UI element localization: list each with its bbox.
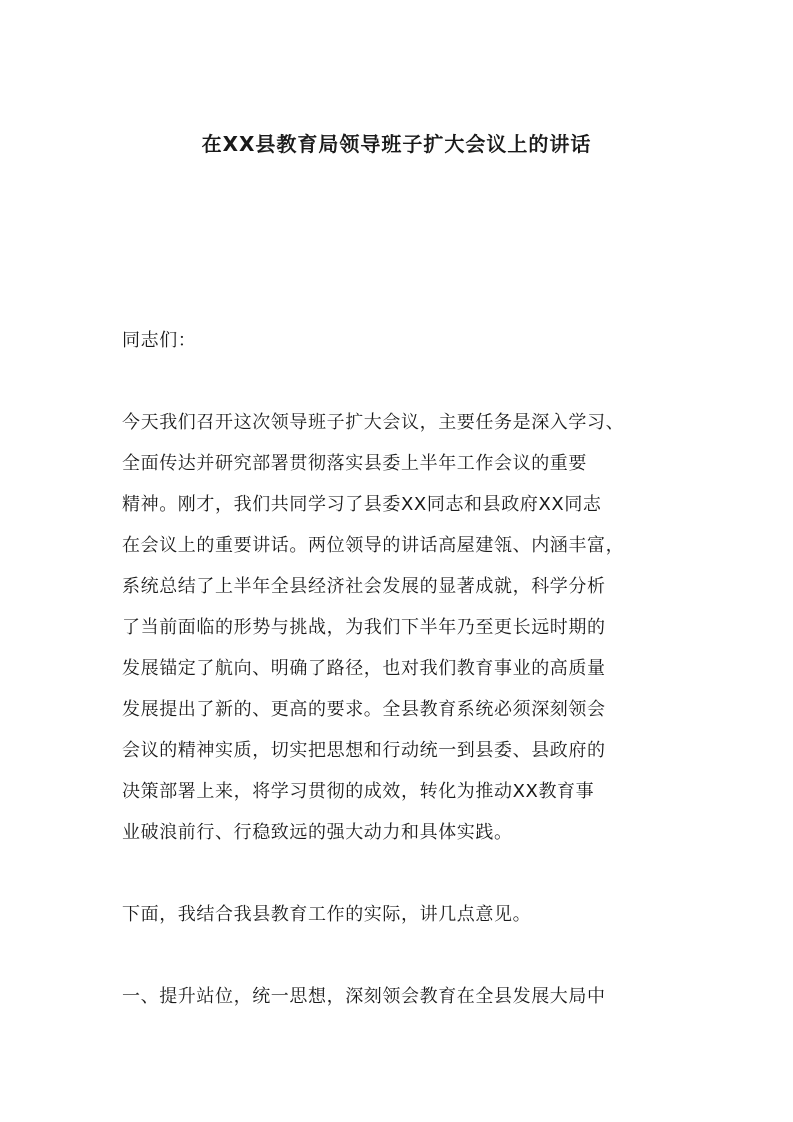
paragraph-line: 发展提出了新的、更高的要求。全县教育系统必须深刻领会 [122,699,606,720]
paragraph-line: 了当前面临的形势与挑战，为我们下半年乃至更长远时期的 [122,617,606,638]
document-title: 在XX县教育局领导班子扩大会议上的讲话 [201,132,592,156]
paragraph-line: 今天我们召开这次领导班子扩大会议，主要任务是深入学习、 [122,412,625,433]
paragraph-line: 决策部署上来，将学习贯彻的成效，转化为推动XX教育事 [122,781,595,802]
paragraph-line: 全面传达并研究部署贯彻落实县委上半年工作会议的重要 [122,453,587,474]
paragraph-line: 业破浪前行、行稳致远的强大动力和具体实践。 [122,822,513,843]
section-heading-1: 一、提升站位，统一思想，深刻领会教育在全县发展大局中 [122,986,606,1007]
paragraph-line: 发展锚定了航向、明确了路径，也对我们教育事业的高质量 [122,658,606,679]
paragraph-line: 在会议上的重要讲话。两位领导的讲话高屋建瓴、内涵丰富， [122,535,625,556]
paragraph-line: 精神。刚才，我们共同学习了县委XX同志和县政府XX同志 [122,494,602,515]
salutation: 同志们： [122,330,197,351]
paragraph-2: 下面，我结合我县教育工作的实际，讲几点意见。 [122,904,532,925]
paragraph-line: 系统总结了上半年全县经济社会发展的显著成就，科学分析 [122,576,606,597]
paragraph-line: 会议的精神实质，切实把思想和行动统一到县委、县政府的 [122,740,606,761]
